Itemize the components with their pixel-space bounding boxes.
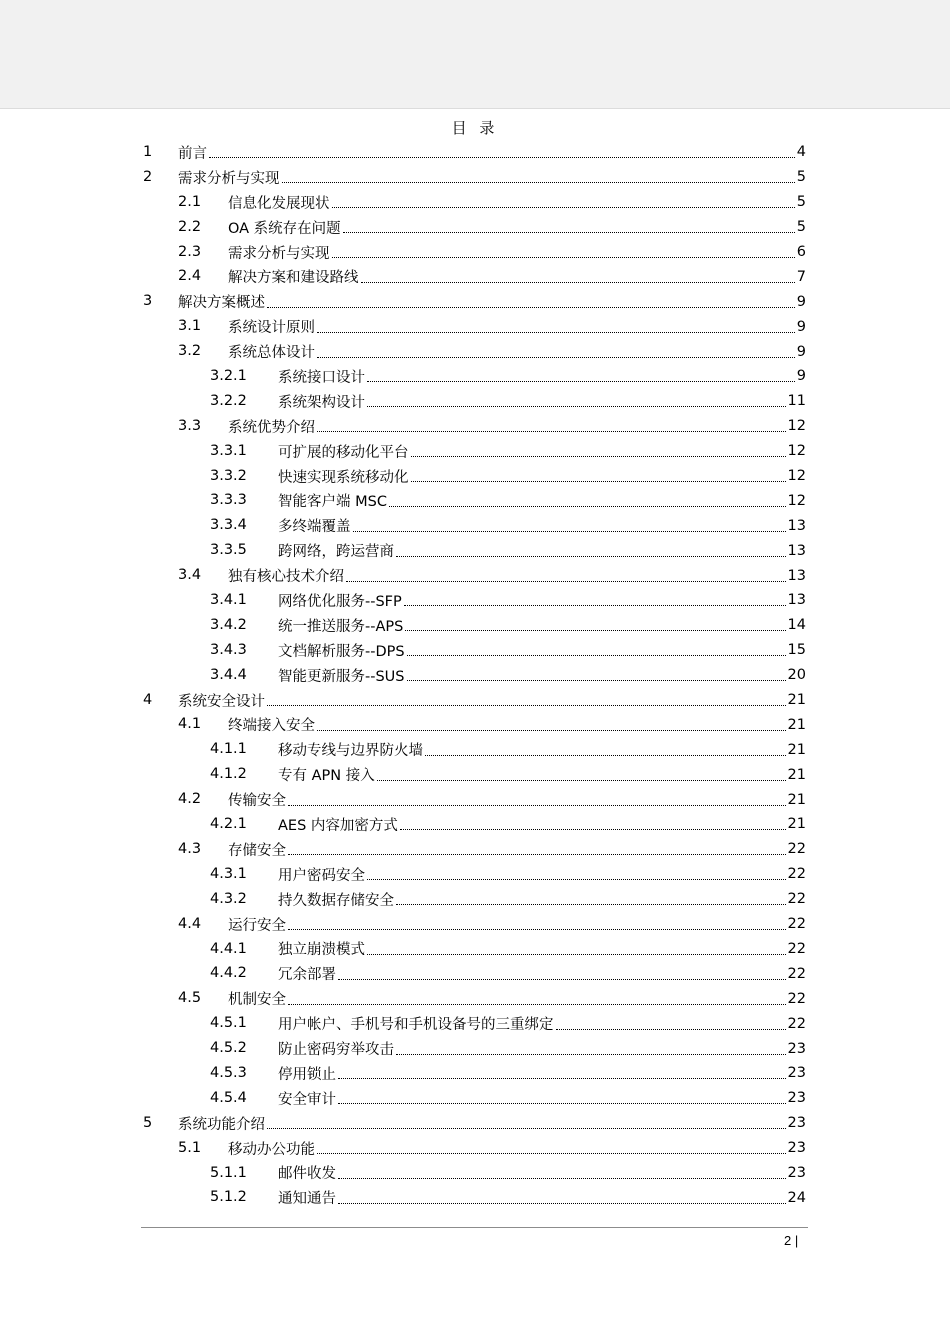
toc-entry[interactable] [143,439,806,464]
toc-entry-page: 12 [787,418,806,435]
toc-entry-page: 22 [787,990,806,1007]
toc-dot-leader [556,1028,786,1030]
toc-entry-title: 跨网络，跨运营商 [278,544,394,561]
toc-entry-number: 2.3 [178,243,202,260]
toc-dot-leader [338,1102,786,1104]
toc-entry-line [278,1011,806,1036]
toc-entry-number: 3.3.1 [210,442,247,459]
toc-entry-title: 停用锁止 [278,1066,336,1083]
toc-entry-number: 2.2 [178,218,202,235]
toc-dot-leader [405,629,785,631]
toc-entry[interactable] [143,1086,806,1111]
toc-entry-page: 5 [796,194,806,211]
toc-dot-leader [288,1003,786,1005]
toc-entry-line [278,737,806,762]
toc-entry-number: 4.1.1 [210,741,247,758]
toc-entry-line [228,414,806,439]
toc-entry[interactable] [143,464,806,489]
toc-dot-leader [367,878,786,880]
toc-entry-title: 信息化发展现状 [228,195,330,212]
toc-entry-page: 22 [787,965,806,982]
toc-entry-number: 4.3.2 [210,890,247,907]
toc-entry[interactable] [143,1061,806,1086]
toc-entry-page: 9 [796,318,806,335]
toc-entry-number: 1 [143,144,153,160]
toc-dot-leader [396,555,786,557]
toc-entry-line [228,240,806,265]
toc-entry-title: 移动专线与边界防火墙 [278,743,423,760]
toc-dot-leader [267,306,795,308]
toc-entry-line [278,762,806,787]
toc-entry-page: 23 [787,1140,806,1157]
toc-entry-title: 可扩展的移动化平台 [278,444,409,461]
toc-entry[interactable] [143,414,806,439]
toc-entry-title: 持久数据存储安全 [278,892,394,909]
toc-entry-number: 3.4.1 [210,592,247,609]
toc-entry[interactable] [143,1036,806,1061]
toc-dot-leader [361,281,795,283]
toc-entry-page: 21 [787,741,806,758]
toc-entry-number: 3.2.1 [210,368,247,385]
toc-dot-leader [332,206,795,208]
toc-entry-title: 终端接入安全 [228,718,315,735]
toc-entry-page: 13 [787,592,806,609]
toc-entry-line [278,812,806,837]
toc-entry-line [228,837,806,862]
toc-entry-title: 多终端覆盖 [278,519,351,536]
toc-dot-leader [407,654,786,656]
toc-entry-number: 5.1 [178,1139,202,1156]
toc-entry[interactable] [143,364,806,389]
toc-entry-title: AES 内容加密方式 [278,817,398,834]
toc-entry-title: 系统接口设计 [278,369,365,386]
toc-entry-number: 3 [143,293,153,310]
toc-entry-page: 22 [787,940,806,957]
toc-entry[interactable] [143,513,806,538]
toc-entry-page: 15 [787,642,806,659]
toc-entry-title: 存储安全 [228,842,286,859]
toc-entry[interactable] [143,563,806,588]
toc-dot-leader [267,704,786,706]
toc-entry[interactable] [143,762,806,787]
toc-entry[interactable] [143,787,806,812]
toc-entry-title: 专有 APN 接入 [278,768,375,785]
toc-entry-line [228,339,806,364]
toc-entry-number: 4.5.4 [210,1089,247,1106]
toc-entry[interactable] [143,140,806,165]
toc-entry-line [228,787,806,812]
toc-entry-page: 22 [787,891,806,908]
toc-entry-number: 3.2.2 [210,392,247,409]
toc-dot-leader [411,480,786,482]
toc-entry-line [228,215,806,240]
toc-dot-leader [338,1077,786,1079]
toc-entry-number: 4.2 [178,791,202,808]
toc-dot-leader [288,928,786,930]
toc-entry-number: 4.5.2 [210,1040,247,1057]
toc-entry[interactable] [143,937,806,962]
toc-entry-title: 系统安全设计 [178,693,265,710]
toc-dot-leader [317,729,786,731]
toc-entry[interactable] [143,240,806,265]
toc-entry[interactable] [143,812,806,837]
toc-entry[interactable] [143,712,806,737]
toc-entry-page: 23 [787,1164,806,1181]
toc-title: 目 录 [451,119,499,137]
toc-entry-number: 4.5.3 [210,1064,247,1081]
toc-entry-title: 用户密码安全 [278,867,365,884]
toc-entry-number: 3.3 [178,417,202,434]
toc-entry-line [278,513,806,538]
toc-entry-title: 冗余部署 [278,967,336,984]
toc-entry-number: 5 [143,1114,153,1131]
toc-dot-leader [209,156,795,158]
toc-entry[interactable] [143,165,806,190]
toc-entry-line [278,538,806,563]
toc-entry-page: 13 [787,542,806,559]
toc-entry-page: 23 [787,1065,806,1082]
toc-entry-number: 5.1.1 [210,1164,247,1181]
toc-dot-leader [317,430,786,432]
toc-entry[interactable] [143,538,806,563]
toc-entry-page: 5 [796,219,806,236]
toc-entry-line [278,488,806,513]
toc-entry-line [278,389,806,414]
toc-entry-number: 4.3.1 [210,865,247,882]
toc-entry-line [278,613,806,638]
toc-entry-number: 4.5.1 [210,1015,247,1032]
toc-entry-title: 系统架构设计 [278,394,365,411]
toc-entry-title: 前言 [178,145,207,162]
toc-entry-number: 2 [143,168,153,185]
toc-entry[interactable] [143,289,806,314]
toc-entry-line [178,1111,806,1136]
toc-entry-number: 4 [143,691,153,708]
toc-entry-page: 22 [787,1015,806,1032]
toc-dot-leader [338,1177,786,1179]
toc-entry-line [178,688,806,713]
toc-entry-page: 22 [787,866,806,883]
toc-entry-title: 智能更新服务--SUS [278,668,405,685]
toc-entry-line [228,1136,806,1161]
toc-dot-leader [411,455,786,457]
toc-dot-leader [288,804,786,806]
toc-entry-page: 12 [787,492,806,509]
toc-entry-line [278,663,806,688]
toc-entry-line [278,937,806,962]
toc-dot-leader [338,1202,786,1204]
toc-entry-title: 解决方案和建设路线 [228,270,359,287]
toc-dot-leader [267,1127,786,1129]
toc-dot-leader [377,779,786,781]
toc-entry[interactable] [143,1161,806,1186]
toc-dot-leader [288,853,786,855]
toc-entry-title: 防止密码穷举攻击 [278,1042,394,1058]
toc-entry-line [228,563,806,588]
toc-entry-line [278,862,806,887]
toc-entry-number: 3.2 [178,343,202,360]
toc-entry[interactable] [143,737,806,762]
toc-entry-line [178,140,806,165]
toc-entry-line [278,638,806,663]
toc-entry-page: 21 [787,716,806,733]
toc-entry-title: 传输安全 [228,793,286,810]
toc-entry-title: 统一推送服务--APS [278,618,404,635]
toc-entry-page: 7 [796,268,806,285]
toc-entry-number: 3.3.2 [210,467,247,484]
toc-entry-line [178,165,806,190]
toc-entry-number: 4.2.1 [210,816,247,833]
toc-dot-leader [317,331,795,333]
toc-entry-number: 4.3 [178,840,202,857]
toc-entry-title: 独有核心技术介绍 [228,569,344,586]
toc-entry[interactable] [143,887,806,912]
toc-entry-title: 文档解析服务--DPS [278,643,405,660]
toc-entry-line [278,364,806,389]
toc-entry-page: 5 [796,169,806,186]
toc-entry-number: 4.1.2 [210,766,247,783]
toc-entry-number: 3.3.4 [210,517,247,534]
toc-entry-number: 4.4.1 [210,940,247,957]
toc-entry-title: 运行安全 [228,917,286,934]
toc-entry-title: 邮件收发 [278,1166,336,1183]
toc-entry-number: 4.4 [178,915,202,932]
toc-entry-title: 解决方案概述 [178,295,265,312]
toc-entry-title: 安全审计 [278,1091,336,1108]
toc-entry-number: 3.4.2 [210,616,247,633]
toc-entry-line [278,588,806,613]
toc-entry-line [278,1061,806,1086]
toc-entry-number: 3.1 [178,318,202,335]
toc-entry[interactable] [143,961,806,986]
toc-entry[interactable] [143,264,806,289]
toc-entry-line [228,190,806,215]
toc-entry-title: 通知通告 [278,1191,336,1208]
toc-entry-page: 6 [796,244,806,260]
toc-entry[interactable] [143,1136,806,1161]
toc-entry[interactable] [143,339,806,364]
toc-entry-line [228,912,806,937]
toc-entry-number: 3.3.3 [210,492,247,509]
toc-entry-number: 4.4.2 [210,965,247,982]
toc-dot-leader [343,231,795,233]
toc-entry-page: 12 [787,468,806,485]
toc-entry-page: 21 [787,692,806,709]
toc-entry[interactable] [143,1111,806,1136]
toc-entry[interactable] [143,1011,806,1036]
toc-dot-leader [317,356,795,358]
toc-entry-page: 21 [787,766,806,783]
toc-dot-leader [425,754,786,756]
toc-entry-page: 23 [787,1090,806,1107]
toc-entry-page: 4 [796,144,806,161]
toc-entry[interactable] [143,190,806,215]
toc-entry-number: 3.4 [178,567,202,584]
toc-entry-page: 21 [787,791,806,808]
toc-dot-leader [332,256,795,258]
toc-entry-number: 3.4.3 [210,641,247,658]
toc-dot-leader [317,1152,786,1154]
toc-entry-title: 系统优势介绍 [228,419,315,436]
toc-entry-line [278,439,806,464]
toc-entry-title: OA 系统存在问题 [228,220,341,237]
toc-entry-title: 系统设计原则 [228,320,315,337]
toc-entry-title: 独立崩溃模式 [278,942,365,959]
toc-entry[interactable] [143,912,806,937]
footer-rule [141,1227,808,1228]
toc-dot-leader [346,580,786,582]
toc-entry-title: 需求分析与实现 [228,245,330,262]
toc-entry[interactable] [143,837,806,862]
toc-entry-title: 智能客户端 MSC [278,494,387,511]
toc-entry-line [228,986,806,1011]
toc-entry-title: 移动办公功能 [228,1141,315,1158]
toc-entry-page: 23 [787,1040,806,1057]
toc-entry-title: 需求分析与实现 [178,170,280,187]
toc-entry-line [278,887,806,912]
toc-entry-number: 2.1 [178,193,202,210]
toc-entry-page: 9 [796,343,806,360]
toc-entry[interactable] [143,613,806,638]
toc-entry-page: 22 [787,916,806,933]
toc-dot-leader [404,604,786,606]
toc-entry-number: 4.5 [178,990,202,1007]
toc-dot-leader [407,679,786,681]
toc-entry[interactable] [143,215,806,240]
toc-entry-line [228,314,806,339]
toc-entry-page: 12 [787,443,806,460]
toc-entry-page: 23 [787,1115,806,1132]
toc-entry-line [278,961,806,986]
toc-entry-title: 用户帐户、手机号和手机设备号的三重绑定 [278,1017,554,1034]
toc-dot-leader [367,380,795,382]
toc-entry-page: 9 [796,293,806,310]
toc-entry-line [278,1036,806,1061]
toc-entry-line [278,1086,806,1111]
toc-entry[interactable] [143,488,806,513]
toc-entry-page: 22 [787,841,806,858]
toc-entry-line [278,464,806,489]
toc-entry-page: 20 [787,667,806,684]
toc-dot-leader [396,903,786,905]
toc-entry-title: 系统总体设计 [228,345,315,362]
toc-entry-line [178,289,806,314]
toc-entry-title: 网络优化服务--SFP [278,593,402,610]
toc-entry-number: 4.1 [178,716,202,733]
toc-entry-number: 5.1.2 [210,1189,247,1206]
toc-entry[interactable] [143,663,806,688]
toc-entry-number: 3.4.4 [210,666,247,683]
toc-entry-line [278,1161,806,1186]
toc-entry-page: 13 [787,517,806,534]
toc-entry[interactable] [143,314,806,339]
toc-dot-leader [282,181,795,183]
toc-entry-page: 14 [787,617,806,634]
toc-entry[interactable] [143,688,806,713]
toc-dot-leader [389,505,786,507]
toc-entry[interactable] [143,986,806,1011]
footer-page-number: 2 | [784,1233,799,1248]
toc-entry-number: 2.4 [178,268,202,285]
toc-entry-page: 13 [787,567,806,584]
toc-entry-line [278,1185,806,1210]
page-top-band [0,0,950,109]
toc-entry-page: 21 [787,816,806,833]
toc-dot-leader [353,530,786,532]
toc-entry[interactable] [143,862,806,887]
toc-entry[interactable] [143,588,806,613]
toc-entry-title: 系统功能介绍 [178,1116,265,1133]
toc-entry-number: 3.3.5 [210,542,247,559]
toc-entry[interactable] [143,1185,806,1210]
table-of-contents [143,140,806,1210]
toc-entry-line [228,264,806,289]
toc-entry-line [228,712,806,737]
toc-dot-leader [367,953,786,955]
toc-entry[interactable] [143,638,806,663]
toc-entry[interactable] [143,389,806,414]
toc-dot-leader [338,978,786,980]
toc-dot-leader [367,405,786,407]
toc-entry-title: 机制安全 [228,992,286,1009]
toc-entry-page: 24 [787,1189,806,1206]
toc-entry-page: 11 [787,393,806,410]
toc-entry-title: 快速实现系统移动化 [278,469,409,486]
toc-dot-leader [400,828,786,830]
toc-entry-page: 9 [796,368,806,385]
toc-dot-leader [396,1053,786,1055]
